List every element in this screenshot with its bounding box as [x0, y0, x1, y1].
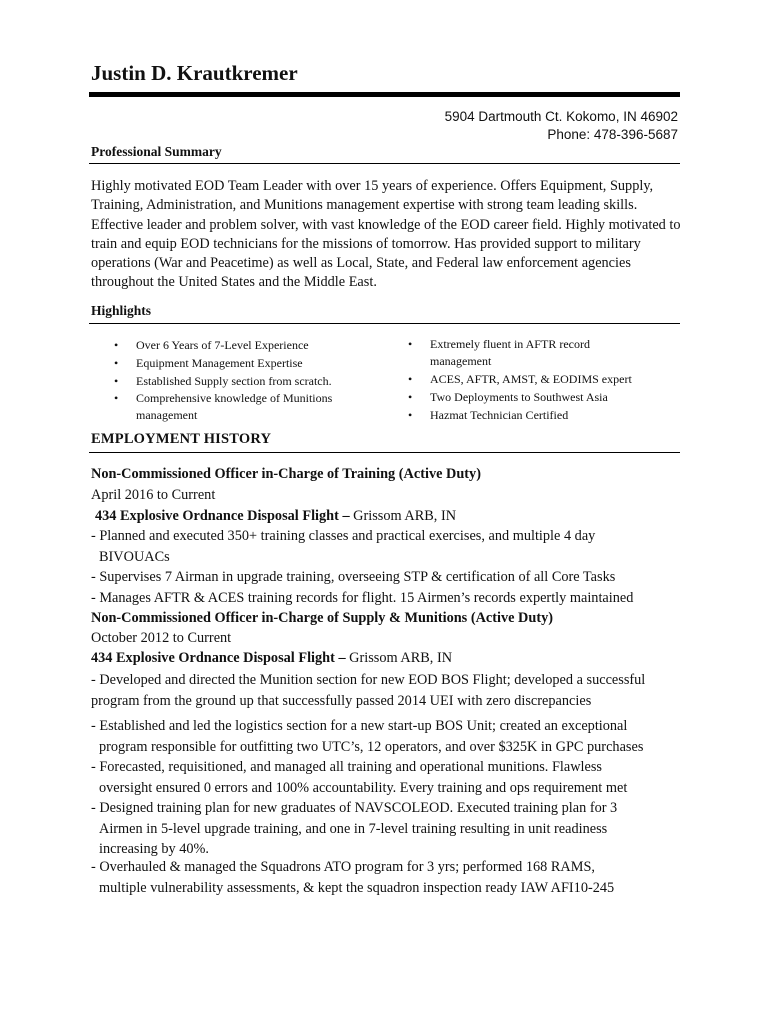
bullet-text: - Designed training plan for new graduates of NAVSCOLEOD. Executed training plan for 3 [91, 800, 618, 816]
bullet-text: - Planned and executed 350+ training classes and practical exercises, and multiple 4 day [91, 528, 596, 544]
bullet-continuation: oversight ensured 0 errors and 100% accountability. Every training and ops requirement met [99, 779, 628, 796]
bullet-continuation: BIVOUACs [99, 548, 170, 565]
job-bullet [91, 526, 691, 567]
job-bullet [91, 716, 691, 757]
summary-heading: Professional Summary [91, 144, 222, 159]
job-location: Grissom ARB, IN [349, 508, 457, 524]
highlights-right-list [406, 336, 666, 424]
bullet-continuation: multiple vulnerability assessments, & kept the squadron inspection ready IAW AFI10-245 [99, 879, 615, 896]
contact-block [445, 108, 678, 144]
bullet-text: - Overhauled & managed the Squadrons ATO program for 3 yrs; performed 168 RAMS, [91, 859, 595, 875]
highlight-item: • Hazmat Technician Certified [406, 406, 666, 424]
applicant-name: Justin D. Krautkremer [91, 61, 298, 85]
summary-text: Highly motivated EOD Team Leader with over 15 years of experience. Offers Equipment, Supply, Training, Administration, and Munitions management expertise with strong team leading skills. Effective leader and problem solver, with vast knowledge of the EOD career field. Highly motivated to train and equip EOD technicians for the missions of tomorrow. Has provided support to military operations (War and Peacetime) as well as Local, State, and Federal law enforcement agencies throughout the United States and the Middle East. [91, 178, 681, 291]
job-bullet [91, 757, 691, 798]
job-unit-line [95, 506, 456, 527]
highlight-item: • Extremely fluent in AFTR record management [406, 336, 630, 370]
job-dates: April 2016 to Current [91, 487, 216, 503]
job-title: Non-Commissioned Officer in-Charge of Training (Active Duty) [91, 466, 481, 482]
highlights-heading: Highlights [91, 303, 152, 318]
highlight-item: • Over 6 Years of 7-Level Experience [112, 336, 362, 354]
job-bullet [91, 670, 691, 711]
bullet-continuation: program from the ground up that successfully passed 2014 UEI with zero discrepancies [91, 692, 592, 709]
job-bullet [91, 588, 691, 609]
bullet-continuation: increasing by 40%. [99, 841, 209, 857]
bullet-text: - Developed and directed the Munition section for new EOD BOS Flight; developed a successful [91, 672, 646, 688]
job-bullet [91, 798, 691, 860]
bullet-text: - Established and led the logistics section for a new start-up BOS Unit; created an exceptional [91, 718, 628, 734]
highlight-item: • Comprehensive knowledge of Munitions management [112, 390, 362, 424]
job-bullet [91, 857, 691, 898]
phone-line: Phone: 478-396-5687 [547, 127, 678, 142]
highlight-item: • ACES, AFTR, AMST, & EODIMS expert [406, 370, 666, 388]
job-dates: October 2012 to Current [91, 630, 232, 646]
job-location: Grissom ARB, IN [345, 650, 453, 666]
job-title: Non-Commissioned Officer in-Charge of Supply & Munitions (Active Duty) [91, 610, 553, 626]
job-bullet [91, 567, 691, 588]
address-line: 5904 Dartmouth Ct. Kokomo, IN 46902 [444, 109, 678, 124]
highlight-item: • Two Deployments to Southwest Asia [406, 388, 666, 406]
bullet-text: - Supervises 7 Airman in upgrade training, overseeing STP & certification of all Core Tasks [91, 569, 616, 585]
highlights-divider [89, 323, 680, 324]
bullet-text: - Forecasted, requisitioned, and managed all training and operational munitions. Flawless [91, 759, 602, 775]
summary-divider [89, 163, 680, 164]
job-unit: 434 Explosive Ordnance Disposal Flight – [95, 508, 350, 524]
bullet-text: - Manages AFTR & ACES training records for flight. 15 Airmen’s records expertly maintained [91, 590, 634, 606]
job-unit: 434 Explosive Ordnance Disposal Flight – [91, 650, 346, 666]
highlight-item: • Established Supply section from scratch. [112, 372, 362, 390]
highlight-item: • Equipment Management Expertise [112, 354, 362, 372]
bullet-continuation: Airmen in 5-level upgrade training, and one in 7-level training resulting in unit readiness [99, 820, 608, 837]
job-unit-line [91, 648, 452, 669]
bullet-continuation: program responsible for outfitting two UTC’s, 12 operators, and over $325K in GPC purchases [99, 738, 644, 755]
highlights-left-list [112, 336, 362, 424]
employment-heading: EMPLOYMENT HISTORY [91, 431, 272, 447]
employment-divider [89, 452, 680, 453]
header-divider [89, 92, 680, 97]
